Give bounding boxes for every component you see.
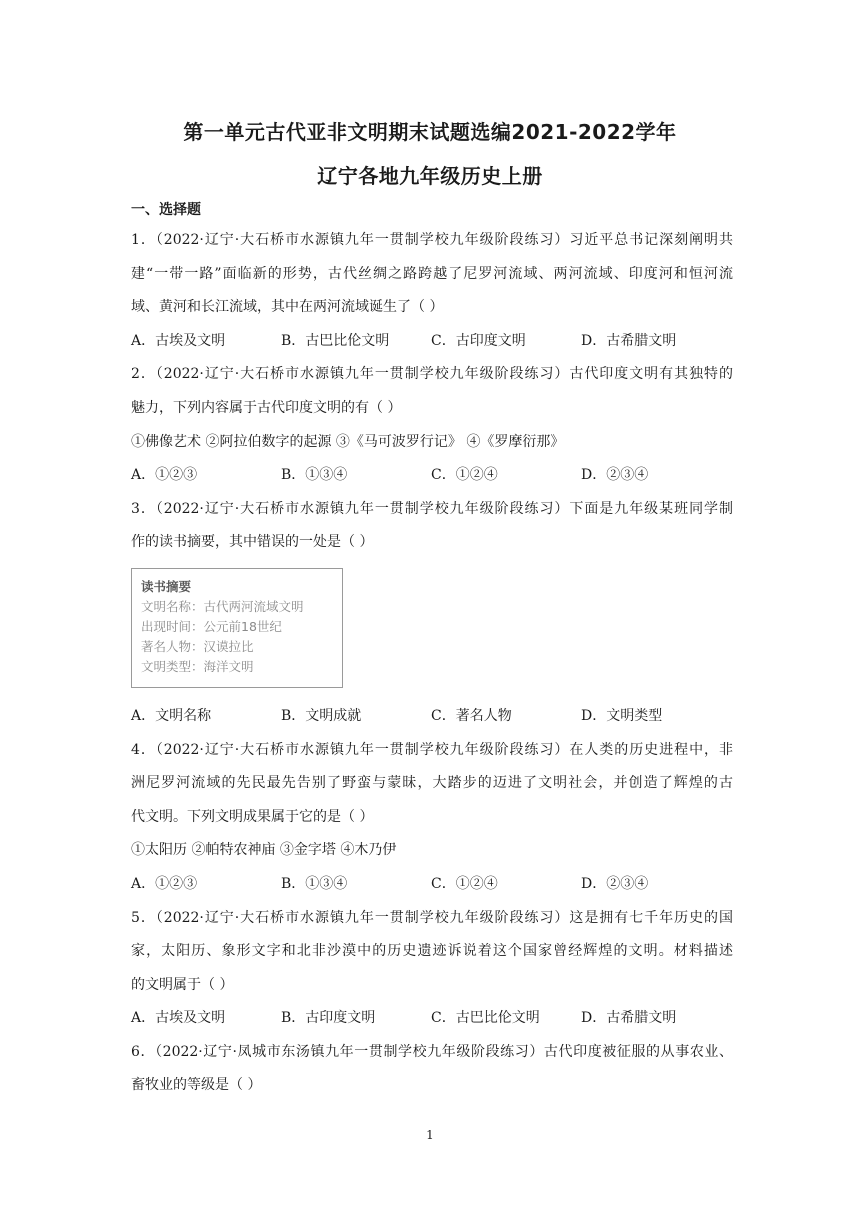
question-2 — [131, 358, 733, 492]
question-1-text-line-2: 建“一带一路”面临新的形势，古代丝绸之路跨越了尼罗河流域、两河流域、印度河和恒河流 — [131, 265, 733, 282]
question-5-text-line-1: 5．（2022·辽宁·大石桥市水源镇九年一贯制学校九年级阶段练习）这是拥有七千年历史的国 — [131, 909, 733, 926]
reading-summary-heading: 读书摘要 — [141, 578, 192, 594]
option-d: D．古希腊文明 — [581, 1010, 677, 1027]
reading-summary-figure — [131, 560, 733, 700]
option-c: C．①②④ — [431, 467, 498, 484]
question-6 — [131, 1036, 733, 1103]
option-d: D．古希腊文明 — [581, 332, 677, 349]
document-title-line2: 辽宁各地九年级历史上册 — [317, 164, 543, 188]
option-b: B．文明成就 — [281, 707, 362, 724]
question-5-text-line-2: 家，太阳历、象形文字和北非沙漠中的历史遗迹诉说着这个国家曾经辉煌的文明。材料描述 — [131, 943, 733, 960]
reading-summary-row: 文明类型：海洋文明 — [141, 658, 254, 674]
question-4-text-line-4: ①太阳历 ②帕特农神庙 ③金字塔 ④木乃伊 — [131, 842, 397, 859]
question-4-text-line-3: 代文明。下列文明成果属于它的是（ ） — [131, 808, 374, 825]
option-d: D．②③④ — [581, 467, 649, 484]
question-3-text-line-2: 作的读书摘要，其中错误的一处是（ ） — [131, 534, 374, 551]
option-c: C．古巴比伦文明 — [431, 1010, 540, 1027]
question-1-options — [131, 325, 733, 359]
reading-summary-row: 著名人物：汉谟拉比 — [141, 638, 254, 654]
option-a: A．①②③ — [131, 467, 198, 484]
question-1-text-line-3: 域、黄河和长江流域，其中在两河流域诞生了（ ） — [131, 299, 444, 316]
question-3-options — [131, 700, 733, 734]
section-heading: 一、选择题 — [131, 202, 201, 218]
question-4 — [131, 734, 733, 902]
question-6-text-line-1: 6．（2022·辽宁·凤城市东汤镇九年一贯制学校九年级阶段练习）古代印度被征服的从事农业、 — [131, 1043, 733, 1060]
option-a: A．文明名称 — [131, 707, 212, 724]
question-3 — [131, 493, 733, 734]
option-b: B．①③④ — [281, 467, 348, 484]
reading-summary-box — [131, 568, 343, 688]
option-a: A．古埃及文明 — [131, 332, 226, 349]
page-number: 1 — [426, 1128, 434, 1142]
option-a: A．①②③ — [131, 875, 198, 892]
question-2-text-line-3: ①佛像艺术 ②阿拉伯数字的起源 ③《马可波罗行记》 ④《罗摩衍那》 — [131, 433, 565, 450]
question-6-text-line-2: 畜牧业的等级是（ ） — [131, 1077, 262, 1094]
option-d: D．②③④ — [581, 875, 649, 892]
option-c: C．①②④ — [431, 875, 498, 892]
option-c: C．古印度文明 — [431, 332, 526, 349]
document-title-line1: 第一单元古代亚非文明期末试题选编2021-2022学年 — [183, 120, 677, 144]
reading-summary-row: 文明名称：古代两河流域文明 — [141, 598, 304, 614]
option-a: A．古埃及文明 — [131, 1010, 226, 1027]
question-5 — [131, 902, 733, 1036]
question-4-options — [131, 868, 733, 902]
question-2-text-line-1: 2．（2022·辽宁·大石桥市水源镇九年一贯制学校九年级阶段练习）古代印度文明有其独特的 — [131, 366, 733, 383]
question-list — [131, 224, 733, 1103]
option-b: B．①③④ — [281, 875, 348, 892]
question-2-options — [131, 459, 733, 493]
question-2-text-line-2: 魅力，下列内容属于古代印度文明的有（ ） — [131, 399, 402, 416]
reading-summary-row: 出现时间：公元前18世纪 — [141, 618, 282, 634]
option-c: C．著名人物 — [431, 707, 512, 724]
question-5-text-line-3: 的文明属于（ ） — [131, 976, 234, 993]
option-d: D．文明类型 — [581, 707, 663, 724]
question-4-text-line-2: 洲尼罗河流域的先民最先告别了野蛮与蒙昧，大踏步的迈进了文明社会，并创造了辉煌的古 — [131, 775, 733, 792]
question-1 — [131, 224, 733, 358]
question-4-text-line-1: 4．（2022·辽宁·大石桥市水源镇九年一贯制学校九年级阶段练习）在人类的历史进程中，非 — [131, 741, 733, 758]
question-1-text-line-1: 1．（2022·辽宁·大石桥市水源镇九年一贯制学校九年级阶段练习）习近平总书记深刻阐明共 — [131, 232, 733, 248]
question-3-text-line-1: 3．（2022·辽宁·大石桥市水源镇九年一贯制学校九年级阶段练习）下面是九年级某班同学制 — [131, 500, 733, 517]
option-b: B．古印度文明 — [281, 1010, 376, 1027]
option-b: B．古巴比伦文明 — [281, 332, 390, 349]
question-5-options — [131, 1002, 733, 1036]
